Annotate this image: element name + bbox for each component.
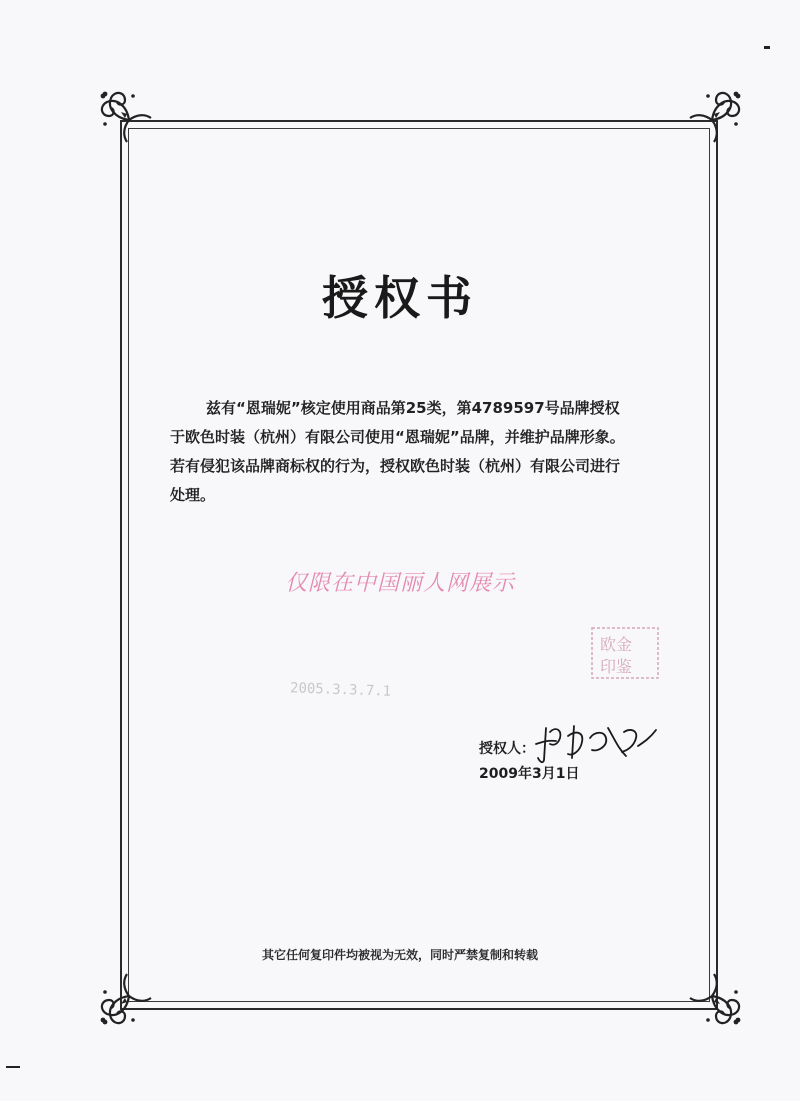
border-frame-inner (128, 128, 710, 1002)
authorization-paragraph (170, 394, 715, 510)
corner-ornament-bottom-right (676, 960, 748, 1032)
paragraph-line-4: 处理。 (170, 486, 216, 504)
corner-ornament-top-right (676, 84, 748, 156)
seal-stamp (586, 624, 664, 682)
paragraph-line-2: 于欧色时装（杭州）有限公司使用“恩瑞妮”品牌，并维护品牌形象。 (170, 428, 625, 446)
scan-mark-top (764, 46, 770, 49)
handwritten-signature (528, 708, 668, 768)
corner-ornament-bottom-left (93, 960, 165, 1032)
footer-validity-note: 其它任何复印件均被视为无效，同时严禁复制和转载 (261, 948, 538, 962)
paragraph-line-1: 兹有“恩瑞妮”核定使用商品第25类，第4789597号品牌授权 (206, 399, 620, 417)
signer-label: 授权人： (479, 741, 535, 757)
corner-ornament-top-left (93, 84, 165, 156)
faint-bleed-through-text: 2005.3.3.7.1 (289, 680, 392, 700)
stamp-text-bottom: 印鉴 (600, 657, 633, 676)
document-title: 授权书 (322, 271, 478, 325)
paragraph-line-3: 若有侵犯该品牌商标权的行为，授权欧色时装（杭州）有限公司进行 (170, 457, 621, 475)
display-watermark: 仅限在中国丽人网展示 (284, 571, 515, 596)
issue-date: 2009年3月1日 (479, 766, 580, 782)
stamp-text-top: 欧金 (600, 635, 633, 654)
scan-mark-bottom (6, 1066, 20, 1068)
